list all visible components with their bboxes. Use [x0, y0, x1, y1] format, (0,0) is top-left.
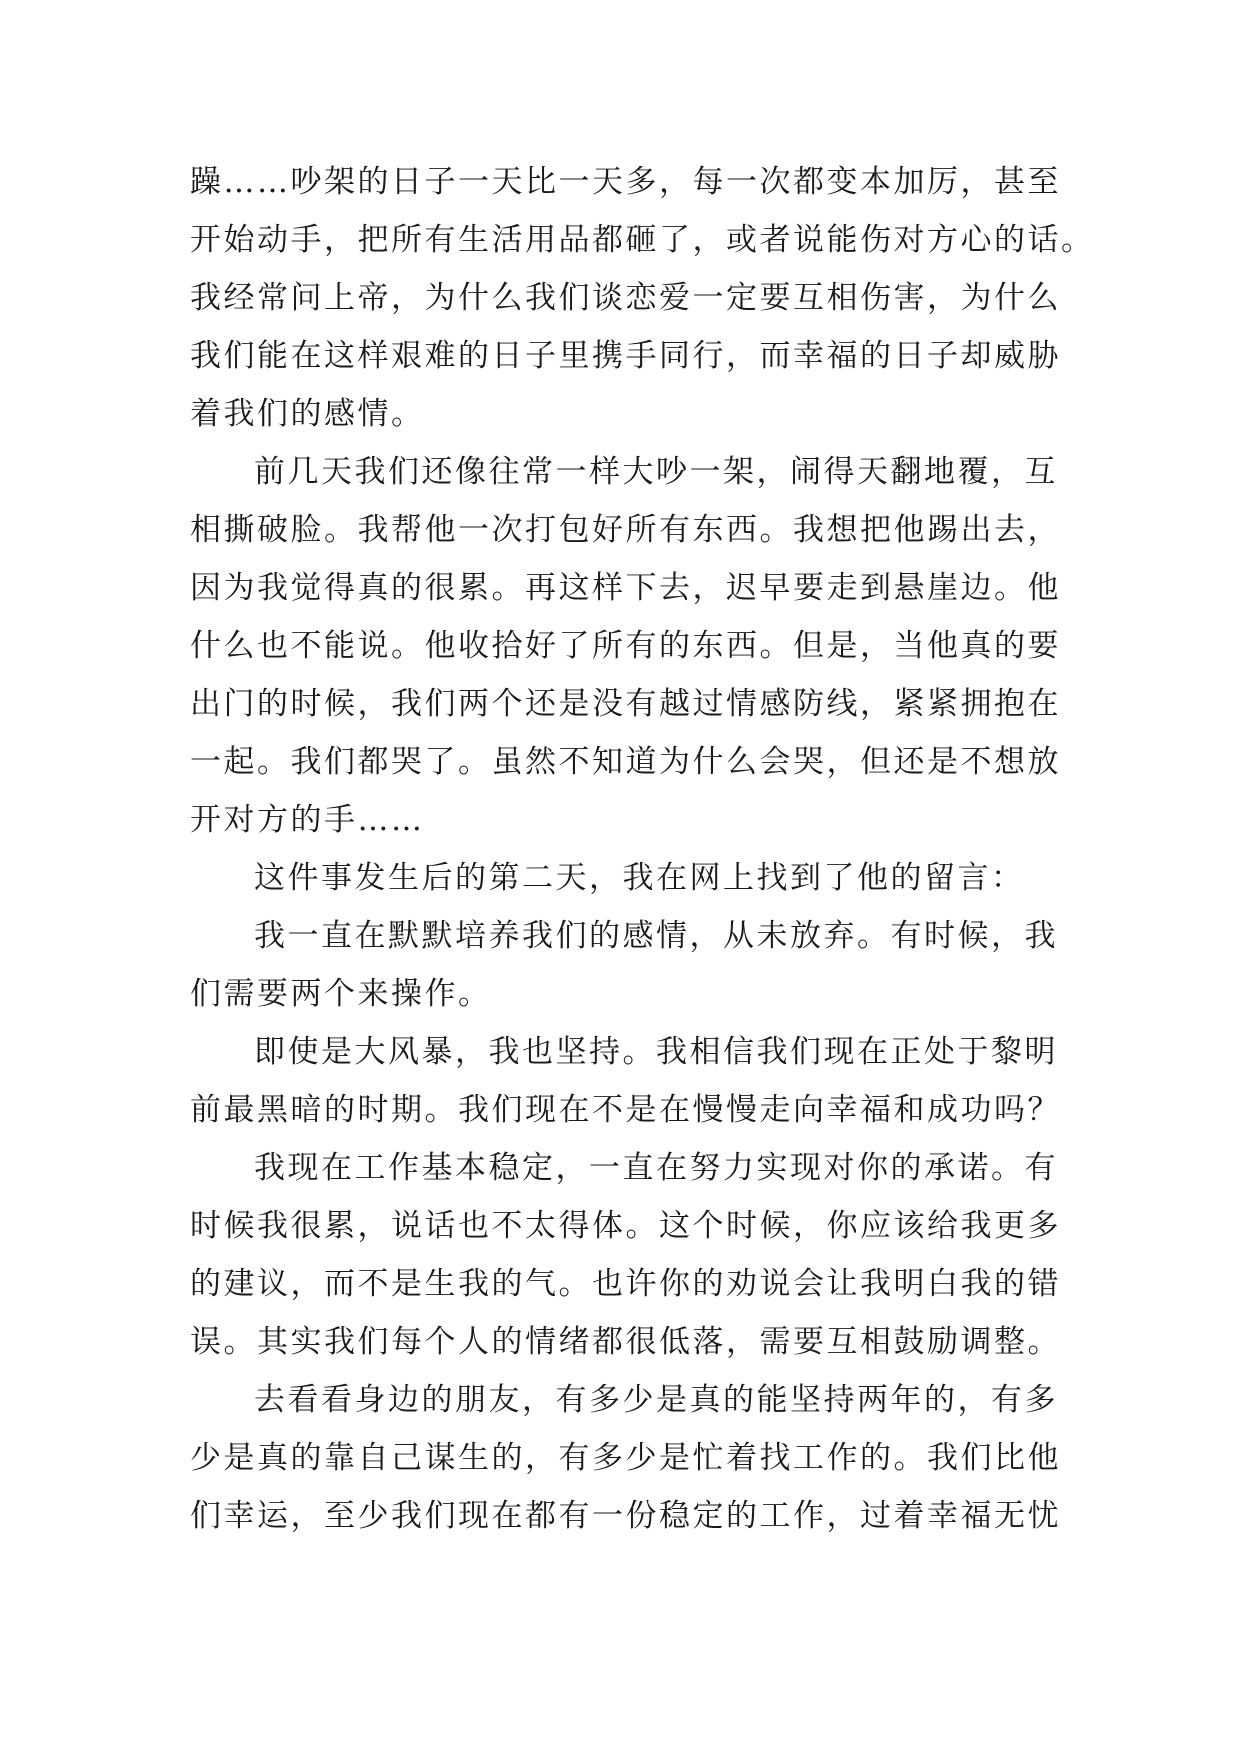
text-line: 出门的时候，我们两个还是没有越过情感防线，紧紧拥抱在: [190, 686, 1061, 722]
paragraph-first-line: 即使是大风暴，我也坚持。我相信我们现在正处于黎明: [254, 1034, 1058, 1070]
paragraph-first-line: 我现在工作基本稳定，一直在努力实现对你的承诺。有: [254, 1150, 1058, 1186]
text-line: 们幸运，至少我们现在都有一份稳定的工作，过着幸福无忧: [190, 1498, 1061, 1534]
paragraph-first-line: 去看看身边的朋友，有多少是真的能坚持两年的，有多: [254, 1382, 1058, 1418]
text-line: 们需要两个来操作。: [190, 976, 492, 1012]
paragraph-first-line: 前几天我们还像往常一样大吵一架，闹得天翻地覆，互: [254, 454, 1058, 490]
text-line: 着我们的感情。: [190, 396, 425, 432]
text-line: 开对方的手……: [190, 802, 425, 838]
text-line: 前最黑暗的时期。我们现在不是在慢慢走向幸福和成功吗？: [190, 1092, 1061, 1128]
paragraph-first-line: 我一直在默默培养我们的感情，从未放弃。有时候，我: [254, 918, 1058, 954]
text-line: 误。其实我们每个人的情绪都很低落，需要互相鼓励调整。: [190, 1324, 1061, 1360]
text-line: 少是真的靠自己谋生的，有多少是忙着找工作的。我们比他: [190, 1440, 1061, 1476]
text-line: 的建议，而不是生我的气。也许你的劝说会让我明白我的错: [190, 1266, 1061, 1302]
text-line: 什么也不能说。他收拾好了所有的东西。但是，当他真的要: [190, 628, 1061, 664]
text-line: 一起。我们都哭了。虽然不知道为什么会哭，但还是不想放: [190, 744, 1061, 780]
text-line: 躁……吵架的日子一天比一天多，每一次都变本加厉，甚至: [190, 164, 1061, 200]
text-line: 我经常问上帝，为什么我们谈恋爱一定要互相伤害，为什么: [190, 280, 1061, 316]
text-line: 时候我很累，说话也不太得体。这个时候，你应该给我更多: [190, 1208, 1061, 1244]
text-line: 开始动手，把所有生活用品都砸了，或者说能伤对方心的话。: [190, 222, 1095, 258]
text-line: 我们能在这样艰难的日子里携手同行，而幸福的日子却威胁: [190, 338, 1061, 374]
text-line: 因为我觉得真的很累。再这样下去，迟早要走到悬崖边。他: [190, 570, 1061, 606]
text-line: 相撕破脸。我帮他一次打包好所有东西。我想把他踢出去，: [190, 512, 1061, 548]
paragraph-first-line: 这件事发生后的第二天，我在网上找到了他的留言：: [254, 860, 1025, 896]
